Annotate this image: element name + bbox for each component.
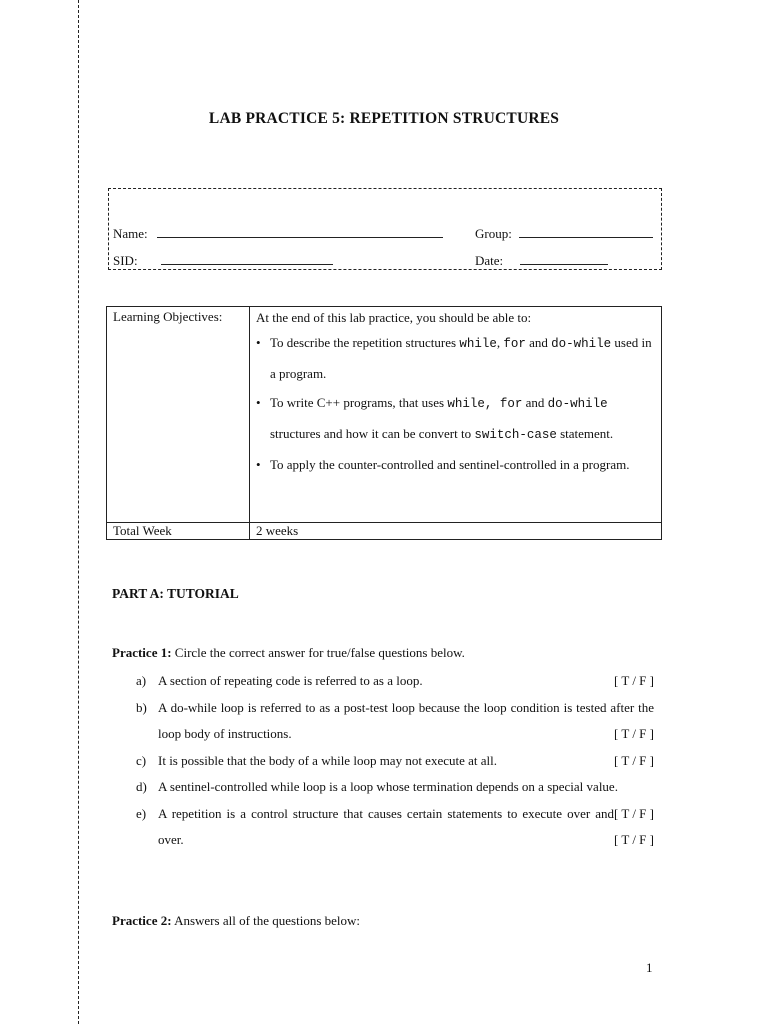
date-label: Date: <box>475 253 504 268</box>
tf-answer-b[interactable]: [ T / F ] <box>614 726 654 741</box>
question-a: a) A section of repeating code is referred to as a loop. [ T / F ] <box>112 668 654 695</box>
objective-item-2: • To write C++ programs, that uses while, for and do-while structures and how it can be convert to switch-case statement. <box>256 388 655 450</box>
practice2-label: Practice 2: <box>112 913 172 928</box>
tf-answer-e[interactable]: [ T / F ] <box>614 832 654 847</box>
question-c: c) It is possible that the body of a while loop may not execute at all. [ T / F ] <box>112 748 654 775</box>
total-week-value: 2 weeks <box>250 523 662 540</box>
question-b: b) A do-while loop is referred to as a post-test loop because the loop condition is tested after the loop body of instructions. [ T / F ] <box>112 695 654 748</box>
objective-item-3: • To apply the counter-controlled and sentinel-controlled in a program. <box>256 450 655 479</box>
binding-margin-line <box>78 0 79 1024</box>
learning-objectives-table <box>106 306 662 540</box>
objectives-content <box>250 307 662 523</box>
group-row <box>475 225 653 242</box>
practice1-text: Circle the correct answer for true/false questions below. <box>171 645 465 660</box>
date-row <box>475 252 608 269</box>
objectives-intro: At the end of this lab practice, you should be able to: <box>256 310 532 325</box>
page-title: LAB PRACTICE 5: REPETITION STRUCTURES <box>208 110 560 127</box>
objectives-list <box>256 328 655 479</box>
name-label: Name: <box>113 226 148 241</box>
sid-blank[interactable] <box>161 252 333 265</box>
practice1-questions <box>112 668 654 854</box>
objective-item-1: • To describe the repetition structures while, for and do-while used in a program. <box>256 328 655 388</box>
practice2-heading <box>112 913 360 929</box>
group-blank[interactable] <box>519 225 653 238</box>
question-e: e) A repetition is a control structure that causes certain statements to execute over and over. [ T / F ] <box>112 801 654 854</box>
sid-label: SID: <box>113 253 138 268</box>
practice1-label: Practice 1: <box>112 645 172 660</box>
name-blank[interactable] <box>157 225 443 238</box>
student-info-box <box>108 188 662 270</box>
tf-answer-c[interactable]: [ T / F ] <box>614 752 654 768</box>
practice2-text: Answers all of the questions below: <box>171 913 361 928</box>
group-label: Group: <box>475 226 512 241</box>
name-row <box>113 225 443 242</box>
objectives-label: Learning Objectives: <box>107 307 250 523</box>
total-week-label: Total Week <box>107 523 250 540</box>
question-d: d) A sentinel-controlled while loop is a loop whose termination depends on a special value. [ T / F ] <box>112 774 654 801</box>
tf-answer-a[interactable]: [ T / F ] <box>614 673 654 688</box>
practice1-heading <box>112 645 465 661</box>
tf-answer-d[interactable]: [ T / F ] <box>614 805 654 821</box>
sid-row <box>113 252 333 269</box>
page-number: 1 <box>646 960 653 975</box>
date-blank[interactable] <box>520 252 608 265</box>
part-a-heading: PART A: TUTORIAL <box>112 586 239 601</box>
